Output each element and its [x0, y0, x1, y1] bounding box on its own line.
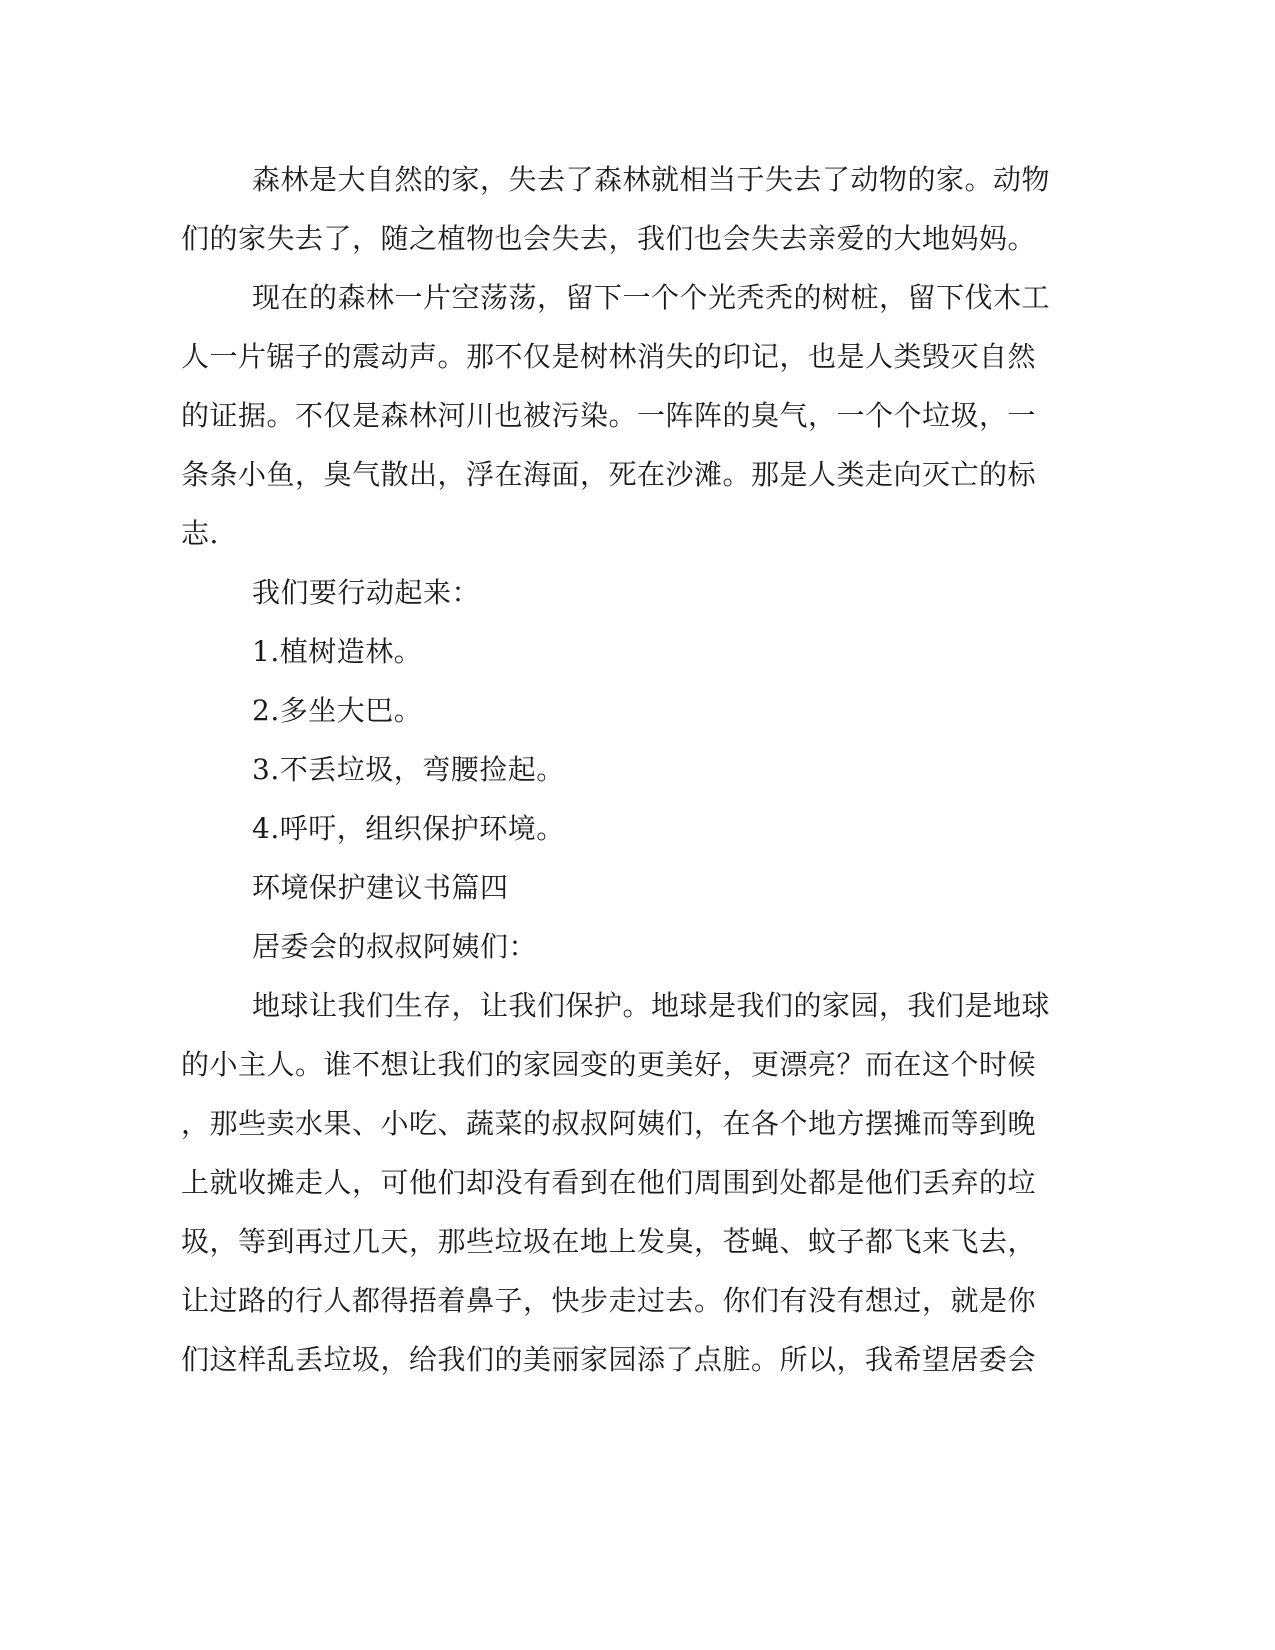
paragraph-line-12: 圾，等到再过几天，那些垃圾在地上发臭，苍蝇、蚊子都飞来飞去，	[181, 1225, 1037, 1258]
list-item-4: 4.呼吁，组织保护环境。	[252, 812, 565, 845]
section-title: 环境保护建议书篇四	[252, 871, 509, 904]
salutation: 居委会的叔叔阿姨们：	[252, 930, 538, 963]
paragraph-line-3: 现在的森林一片空荡荡，留下一个个光秃秃的树桩，留下伐木工	[252, 281, 1051, 314]
paragraph-line-8: 地球让我们生存，让我们保护。地球是我们的家园，我们是地球	[252, 989, 1051, 1022]
paragraph-line-6: 条条小鱼，臭气散出，浮在海面，死在沙滩。那是人类走向灭亡的标	[181, 458, 1037, 491]
paragraph-line-14: 们这样乱丢垃圾，给我们的美丽家园添了点脏。所以，我希望居委会	[181, 1343, 1037, 1376]
paragraph-line-9: 的小主人。谁不想让我们的家园变的更美好，更漂亮？而在这个时候	[181, 1048, 1037, 1081]
paragraph-line-10: ，那些卖水果、小吃、蔬菜的叔叔阿姨们，在各个地方摆摊而等到晚	[181, 1107, 1037, 1140]
paragraph-line-2: 们的家失去了，随之植物也会失去，我们也会失去亲爱的大地妈妈。	[181, 222, 1037, 255]
paragraph-line-7: 志.	[181, 517, 219, 550]
list-item-3: 3.不丢垃圾，弯腰捡起。	[252, 753, 565, 786]
paragraph-line-11: 上就收摊走人，可他们却没有看到在他们周围到处都是他们丢弃的垃	[181, 1166, 1037, 1199]
list-item-2: 2.多坐大巴。	[252, 694, 423, 727]
paragraph-line-5: 的证据。不仅是森林河川也被污染。一阵阵的臭气，一个个垃圾，一	[181, 399, 1037, 432]
paragraph-line-1: 森林是大自然的家，失去了森林就相当于失去了动物的家。动物	[252, 163, 1051, 196]
paragraph-line-4: 人一片锯子的震动声。那不仅是树林消失的印记，也是人类毁灭自然	[181, 340, 1037, 373]
paragraph-line-13: 让过路的行人都得捂着鼻子，快步走过去。你们有没有想过，就是你	[181, 1284, 1037, 1317]
list-item-1: 1.植树造林。	[252, 635, 423, 668]
action-heading: 我们要行动起来：	[252, 576, 481, 609]
